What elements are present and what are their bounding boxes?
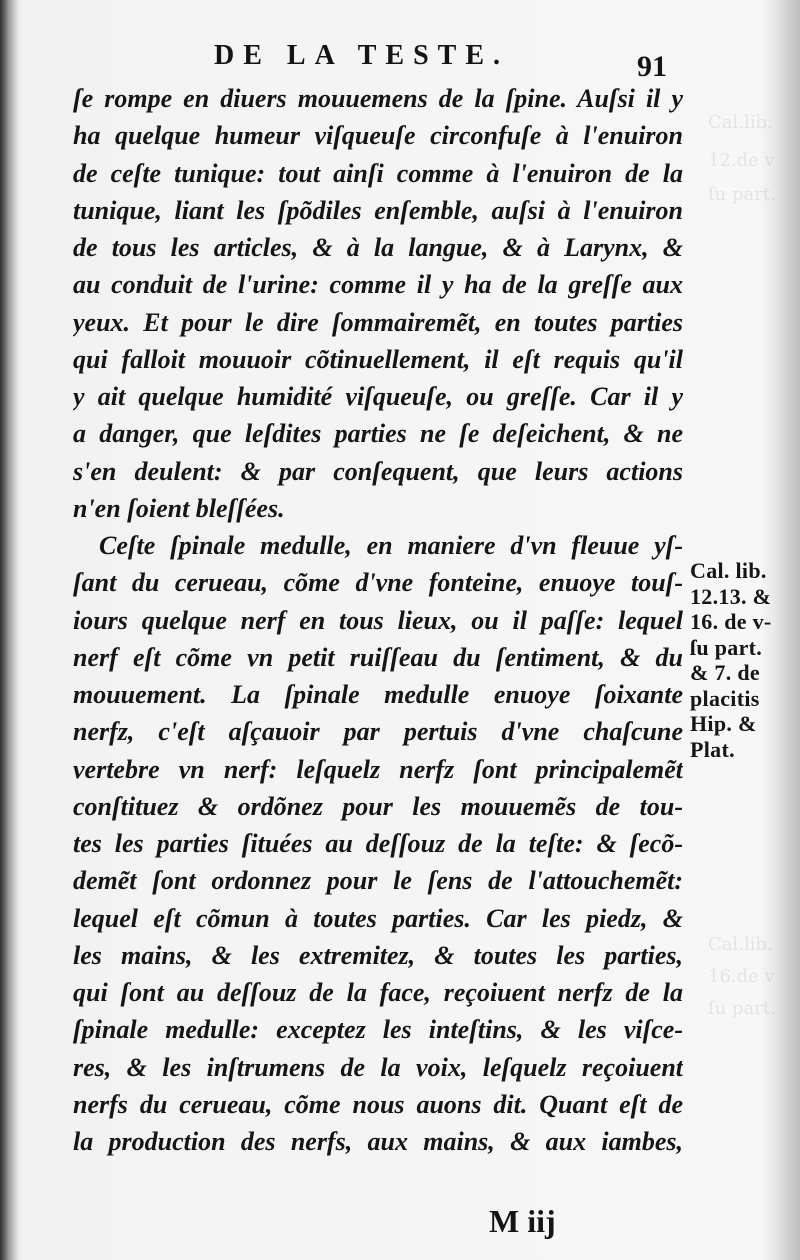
marginal-note-line: Hip. &: [690, 711, 757, 736]
show-through-decoration: Cal.lib.: [708, 112, 773, 133]
text-line: vertebre vn nerf: leſquelz nerfz ſont principalemẽt: [73, 754, 683, 784]
text-line: y ait quelque humidité viſqueuſe, ou greſſe. Car il y: [73, 382, 683, 411]
marginal-note-line: 16. de v-: [690, 609, 772, 634]
text-line: de tous les articles, & à la langue, & à Larynx, &: [73, 233, 683, 262]
marginal-note-line: 12.13. &: [690, 583, 772, 609]
text-line: les mains, & les extremitez, & toutes les parties,: [73, 940, 683, 970]
text-line: au conduit de l'urine: comme il y ha de la greſſe aux: [73, 270, 683, 300]
text-line: tunique, liant les ſpõdiles enſemble, auſsi à l'enuiron: [73, 195, 683, 225]
main-text: [73, 80, 683, 1160]
marginal-note-line: Cal. lib.: [690, 558, 767, 583]
page-number: 91: [637, 50, 667, 83]
marginal-note-line: ſu part.: [690, 634, 763, 660]
text-line: qui ſont au deſſouz de la face, reçoiuent nerfz de la: [73, 978, 683, 1007]
text-line: res, & les inſtrumens de la voix, leſquelz reçoiuent: [73, 1052, 683, 1082]
text-line: mouuement. La ſpinale medulle enuoye ſoixante: [73, 680, 683, 709]
marginal-note-line: Plat.: [690, 736, 735, 762]
text-line: ſant du cerueau, cõme d'vne fonteine, enuoye touſ-: [73, 568, 683, 598]
text-line: n'en ſoient bleſſées.: [73, 493, 285, 523]
text-line: qui falloit mouuoir cõtinuellement, il eſt requis qu'il: [73, 344, 683, 374]
text-line: nerf eſt cõme vn petit ruiſſeau du ſentiment, & du: [73, 642, 683, 672]
text-line: ſpinale medulle: exceptez les inteſtins, & les viſce-: [73, 1015, 683, 1045]
show-through-decoration: ſu part.: [708, 184, 776, 205]
text-line: conſtituez & ordõnez pour les mouuemẽs de tou-: [73, 791, 683, 821]
show-through-decoration: Cal.lib.: [708, 934, 773, 955]
running-head: DE LA TESTE.: [214, 40, 510, 71]
text-line: a danger, que leſdites parties ne ſe deſeichent, & ne: [73, 419, 683, 449]
text-line: s'en deulent: & par conſequent, que leurs actions: [73, 456, 683, 486]
paragraph-start-line: Ceſte ſpinale medulle, en maniere d'vn fleuue yſ-: [99, 531, 683, 560]
text-line: ſe rompe en diuers mouuemens de la ſpine. Auſsi il y: [73, 84, 683, 113]
marginal-note-line: & 7. de: [690, 660, 760, 685]
text-line: demẽt ſont ordonnez pour le ſens de l'attouchemẽt:: [73, 866, 683, 896]
gutter-shadow: [0, 0, 18, 1260]
text-line: nerfs du cerueau, cõme nous auons dit. Quant eſt de: [73, 1089, 683, 1119]
text-line: tes les parties ſituées au deſſouz de la teſte: & ſecõ-: [73, 829, 683, 858]
text-line: ha quelque humeur viſqueuſe circonfuſe à l'enuiron: [73, 121, 683, 151]
text-line: lequel eſt cõmun à toutes parties. Car les piedz, &: [73, 903, 683, 933]
text-line: de ceſte tunique: tout ainſi comme à l'enuiron de la: [73, 158, 683, 188]
show-through-decoration: ſu part.: [708, 998, 776, 1019]
signature-mark: M iij: [489, 1203, 556, 1239]
marginal-note-line: placitis: [690, 685, 760, 711]
show-through-decoration: 12.de v: [708, 150, 775, 171]
text-line: nerfz, c'eſt aſçauoir par pertuis d'vne chaſcune: [73, 717, 683, 747]
show-through-decoration: 16.de v: [708, 966, 775, 987]
text-line: iours quelque nerf en tous lieux, ou il paſſe: lequel: [73, 605, 683, 635]
text-line: la production des nerfs, aux mains, & aux iambes,: [73, 1127, 683, 1156]
marginal-note: [690, 558, 792, 762]
text-line: yeux. Et pour le dire ſommairemẽt, en toutes parties: [73, 307, 683, 337]
